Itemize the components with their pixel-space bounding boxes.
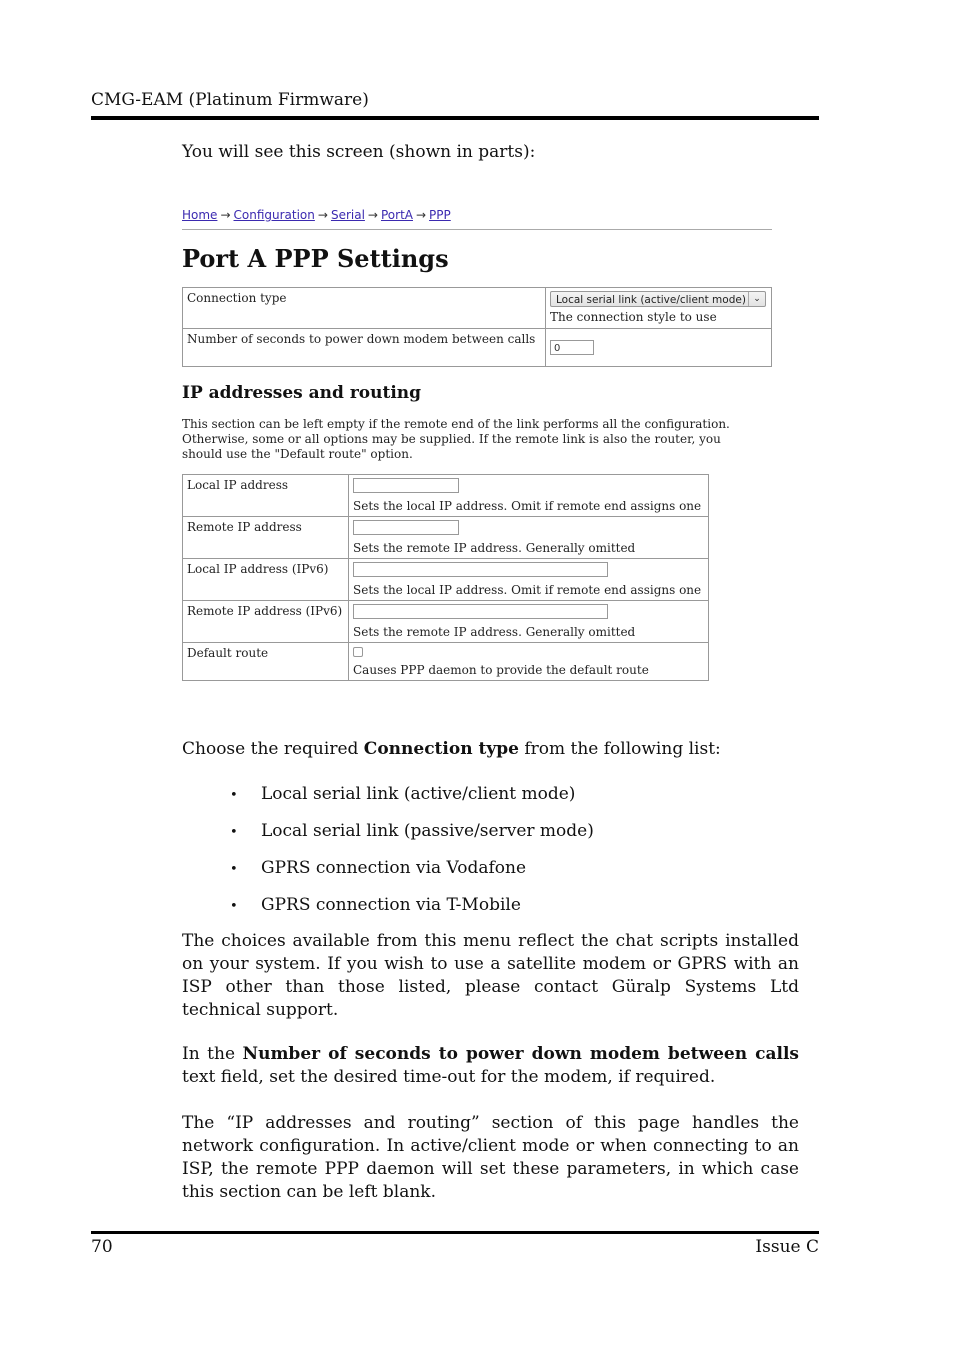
port-settings-table: [182, 287, 772, 367]
breadcrumb-divider: [182, 229, 772, 230]
list-item: [230, 783, 594, 820]
bullet-icon: •: [230, 825, 238, 840]
page-number: 70: [91, 1237, 113, 1257]
ip-row-help: Sets the remote IP address. Generally omitted: [353, 541, 636, 555]
ip-row-help: Sets the local IP address. Omit if remote end assigns one: [353, 499, 702, 513]
list-item-text: Local serial link (active/client mode): [261, 784, 576, 804]
ip-row-label: Default route: [183, 643, 349, 681]
list-item-text: GPRS connection via T-Mobile: [261, 895, 521, 915]
para2-bold: Number of seconds to power down modem between calls: [242, 1044, 799, 1064]
remote-ipv6-input[interactable]: [353, 604, 608, 619]
choose-bold: Connection type: [363, 739, 519, 759]
connection-type-list: [230, 783, 594, 931]
table-row: [183, 643, 709, 681]
connection-type-help: The connection style to use: [550, 310, 717, 324]
list-item-text: GPRS connection via Vodafone: [261, 858, 527, 878]
para2-text: In the: [182, 1044, 243, 1064]
document-header: CMG-EAM (Platinum Firmware): [91, 90, 369, 110]
intro-text: You will see this screen (shown in parts):: [182, 142, 536, 162]
choose-text-end: from the following list:: [518, 739, 721, 759]
ip-row-label: Remote IP address (IPv6): [183, 601, 349, 643]
breadcrumb-arrow: →: [317, 208, 328, 222]
table-row: [183, 601, 709, 643]
choose-text: Choose the required: [182, 739, 364, 759]
power-down-input[interactable]: 0: [550, 340, 594, 355]
issue-label: Issue C: [755, 1237, 819, 1257]
ip-section-heading: IP addresses and routing: [182, 383, 422, 403]
ip-row-field: [349, 517, 709, 559]
table-row: [183, 559, 709, 601]
local-ip-input[interactable]: [353, 478, 459, 493]
bullet-icon: •: [230, 899, 238, 914]
page-title: Port A PPP Settings: [182, 244, 449, 273]
bullet-icon: •: [230, 862, 238, 877]
ip-row-label: Remote IP address: [183, 517, 349, 559]
remote-ip-input[interactable]: [353, 520, 459, 535]
local-ipv6-input[interactable]: [353, 562, 608, 577]
table-row: [183, 288, 772, 329]
default-route-checkbox[interactable]: [353, 647, 363, 657]
list-item: [230, 857, 594, 894]
connection-type-value: Local serial link (active/client mode): [556, 294, 746, 306]
ip-row-help: Sets the local IP address. Omit if remote end assigns one: [353, 583, 702, 597]
power-down-cell: [546, 329, 772, 367]
footer-rule: [91, 1231, 819, 1234]
paragraph-choices: The choices available from this menu reflect the chat scripts installed on your system. If you wish to use a satellite modem or GPRS with an ISP other than those listed, please contact Güralp Systems Ltd technical support.: [182, 931, 799, 1020]
ip-row-label: Local IP address (IPv6): [183, 559, 349, 601]
breadcrumb-arrow: →: [367, 208, 378, 222]
ip-section-description: This section can be left empty if the remote end of the link performs all the configuration. Otherwise, some or all options may be supplied. If the remote link is also the router, you should use the "Default route" option.: [182, 417, 730, 461]
breadcrumb-serial[interactable]: Serial: [330, 208, 365, 222]
breadcrumb-home[interactable]: Home: [182, 208, 218, 222]
header-rule: [91, 116, 819, 120]
paragraph-ip-routing: The “IP addresses and routing” section of this page handles the network configuration. In active/client mode or when connecting to an ISP, the remote PPP daemon will set these parameters, in which case this section can be left blank.: [182, 1113, 799, 1202]
ip-row-help: Causes PPP daemon to provide the default route: [353, 663, 649, 677]
connection-type-label: Connection type: [183, 288, 546, 329]
screenshot-region: [182, 205, 774, 681]
ip-row-label: Local IP address: [183, 475, 349, 517]
table-row: [183, 475, 709, 517]
ip-row-field: [349, 601, 709, 643]
list-item: [230, 820, 594, 857]
power-down-label: Number of seconds to power down modem between calls: [183, 329, 546, 367]
connection-type-cell: [546, 288, 772, 329]
ip-row-field: [349, 559, 709, 601]
breadcrumb-ppp[interactable]: PPP: [429, 208, 451, 222]
bullet-icon: •: [230, 788, 238, 803]
table-row: [183, 517, 709, 559]
table-row: [183, 329, 772, 367]
breadcrumb-arrow: →: [220, 208, 231, 222]
choose-paragraph: [182, 738, 799, 761]
breadcrumb-arrow: →: [415, 208, 427, 222]
breadcrumb: [182, 205, 774, 225]
chevron-down-icon: ⌄: [748, 292, 765, 306]
ip-row-help: Sets the remote IP address. Generally omitted: [353, 625, 636, 639]
para2-text-end: text field, set the desired time-out for the modem, if required.: [182, 1067, 716, 1087]
breadcrumb-porta[interactable]: PortA: [380, 208, 413, 222]
ip-settings-table: [182, 474, 709, 681]
ip-row-field: [349, 643, 709, 681]
breadcrumb-configuration[interactable]: Configuration: [233, 208, 315, 222]
list-item: [230, 894, 594, 931]
connection-type-select[interactable]: [550, 291, 766, 307]
ip-row-field: [349, 475, 709, 517]
list-item-text: Local serial link (passive/server mode): [261, 821, 594, 841]
paragraph-power-down: [182, 1043, 799, 1089]
